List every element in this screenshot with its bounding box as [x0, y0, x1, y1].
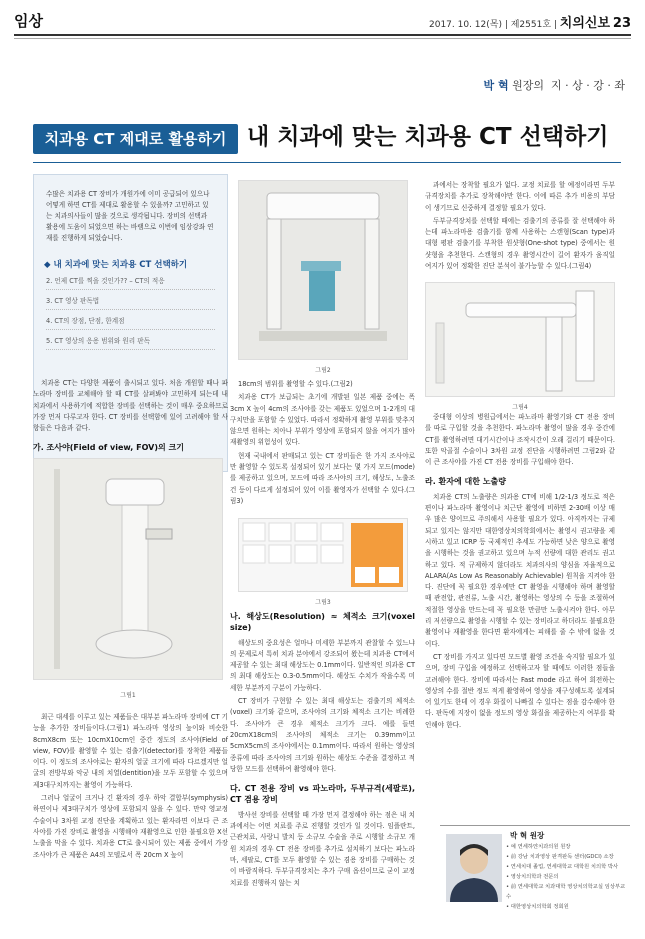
- paragraph: 최근 대세를 이루고 있는 제품들은 대부분 파노라마 장비에 CT 기능을 추가한 장비들이다.(그림1) 파노라마 영상의 높이와 비슷한 8cmX8cm 또는 10cmX10cm인 중간 정도의 조사야(Field of view, FOV)를 촬영할 수 있는 검출기(detector)를 장착한 제품들이다. 이 정도의 조사야로는 환자의 얼굴 크기에 따라 다르겠지만 얼굴의 전방부와 악궁 내의 치열(dentition)을 모두 포함할 수 있으며 제3대구치까지는 촬영이 가능하다.: [33, 713, 228, 789]
- paragraph: 방사선 장비를 선택할 때 가장 먼저 결정해야 하는 점은 내 치과에서는 어떤 치료를 주로 진행할 것인가 일 것이다. 임플란트, 근관치료, 사랑니 발치 등 소규모 수술을 주로 시행할 소규모 개원 치과의 경우 CT 전용 장비를 추가로 설치하기 보다는 파노라마, 세팔로, CT를 모두 촬영할 수 있는 겸용 장비를 구매하는 것이 바람직하다. 두부규격장치는 추가 구매 옵션이므로 굳이 교정 치료를 진행하지 않는 치: [230, 810, 415, 887]
- ct-mode-ui-image: [239, 519, 407, 591]
- figure-4-caption: 그림4: [512, 404, 528, 411]
- toc-item: 4. CT의 장점, 단점, 한계점: [46, 314, 215, 330]
- section-title: 임상: [14, 12, 43, 30]
- paragraph: CT 장비를 가지고 있다면 모드별 촬영 조건을 숙지할 필요가 있으며, 장비 구입을 예정하고 선택하고자 할 때에도 이러한 점들을 고려해야 한다. 장비에 따라서는 Fast mode 라고 하여 회전하는 영상의 수를 절반 정도 적게 촬영하여 영상을 재구성해도록 설계되어 있기도 한데 이 경우 화질이 나빠질 수 있다는 점을 감수해야 한다. 판독에 지장이 없을 정도의 영상 화질을 제공하는지 여부를 확인해야 한다.: [425, 652, 615, 729]
- paragraph: CT 장비가 구현할 수 있는 최대 해상도는 검출기의 체적소(voxel) 크기와 같으며, 조사야의 크기와 체적소 크기는 비례한다. 조사야가 큰 경우 체적소 크기가 크다. 예를 들면 20cmX18cm의 조사야의 체적소 크기는 0.39mm이고 5cmX5cm의 조사야에서는 0.1mm이다. 따라서 원하는 영상의 종류에 따라 조사야의 크기와 원하는 해상도 수준을 결정하고 적당한 모드를 선택하여 촬영해야 한다.: [230, 697, 415, 773]
- paragraph: 치과용 CT는 다양한 제품이 출시되고 있다. 처음 개원할 때나 파노라마 장비를 교체해야 할 때 CT를 살펴봐야 고민하게 되는데 내 치과에서 사용하기에 적합한 장비를 선택하는 것이 매우 중요하므로 가장 먼저 다루고자 한다. CT 장비를 선택함에 있어 고려해야 할 사항들은 다음과 같다.: [33, 379, 228, 433]
- toc-item: 3. CT 영상 판독법: [46, 294, 215, 310]
- figure-1-photo: [33, 458, 223, 680]
- header-rule-thin: [14, 38, 631, 39]
- toc-item: 5. CT 영상의 응용 범위와 원리 판독: [46, 334, 215, 350]
- toc-title: ◆ 내 치과에 맞는 치과용 CT 선택하기: [44, 260, 188, 270]
- series-name: 지 · 상 · 강 · 좌: [551, 79, 625, 92]
- author-profile: [440, 825, 630, 926]
- author-photo: [446, 834, 502, 902]
- column-2-bottom: [230, 607, 415, 891]
- ct-device-image: [34, 459, 222, 679]
- subheading-device-type: 다. CT 전용 장비 vs 파노라마, 두부규격(세팔로), CT 겸용 장비: [230, 784, 415, 805]
- toc-item: 2. 언제 CT를 찍을 것인가?? – CT의 적응: [46, 274, 215, 290]
- profile-item: • 前 강남 치과영상 판격판독 센터(GDCI) 소장: [506, 854, 614, 860]
- profile-item: • 예 연세하얀치과의원 원장: [506, 844, 571, 850]
- profile-item: • 연세치대 졸업, 연세대학교 대학원 치의학 박사: [506, 864, 619, 870]
- subheading-resolution: 나. 해상도(Resolution) ≈ 체적소 크기(voxel size): [230, 612, 415, 633]
- header-rule: [14, 34, 631, 36]
- column-1-top: [33, 378, 228, 458]
- page-number: 23: [612, 16, 631, 31]
- paragraph: 치과용 CT의 노출량은 의과용 CT에 비해 1/2-1/3 정도로 적은 편이나 파노라마 촬영이나 치근단 촬영에 비하면 2-30배 이상 매우 많은 양이므로 주의해서 사용할 필요가 있다. 아직까지는 규제되고 있지는 않지만 대한영상치의학회에서는 촬영시 권고량을 제시하고 있고 ICRP 등 국제적인 추세도 가능하면 낮은 양으로 촬영을 시행하는 것을 권고하고 있으며 누적 선량에 대한 관리도 권고하고 있다. 적 규제하지 않더라도 치과의사의 양심을 자율적으로 ALARA(As Low As Reasonably Achievable) 원칙을 지켜야 한다. 진단에 꼭 필요한 경우에만 CT 촬영을 시행해야 하며 촬영할 때 관전압, 관전류, 노출 시간, 촬영하는 영상의 수 등을 조절하여 적절한 영상을 만드는데 꼭 필요한 만큼만 노출시켜야 한다. 아무리 저선량으로 촬영을 시행할 수 있는 장비라고 하더라도 불필요한 촬영이나 재촬영을 한다면 환자에게는 피해를 줄 수 밖에 없을 것이다.: [425, 492, 615, 648]
- paper-name: 치의신보: [559, 16, 611, 31]
- ct-device-image: [239, 181, 407, 359]
- paragraph: 두부규격장치를 선택할 때에는 검출기의 종류를 잘 선택해야 하는데 파노라마용 검출기를 함께 사용하는 스캔형(Scan type)과 대형 평판 검출기를 부착한 원샷형(One-shot type) 중에서는 원샷형을 추천한다. 스캔형의 경우 촬영시간이 길어 환자가 움직일 여지가 있어 정확한 진단 분석이 불가능할 수 있다.(그림4): [425, 216, 615, 271]
- issue-date: 2017. 10. 12(목): [429, 20, 502, 30]
- figure-4-photo: [425, 282, 615, 397]
- profile-name: 박 혁 원장: [510, 831, 545, 840]
- paragraph: 해상도의 중요성은 얼마나 미세한 부분까지 관찰할 수 있느냐의 문제로서 특히 치과 분야에서 강조되어 왔는데 치과용 CT에서 제공할 수 있는 최대 해상도는 0.1mm이다. 일반적인 의과용 CT의 최대 해상도는 0.3-0.5mm이다. 해상도 수치가 작을수록 미세한 부분까지 구분이 가능하다.: [230, 638, 415, 692]
- column-2-top: [230, 379, 415, 509]
- figure-3-caption: 그림3: [315, 599, 331, 606]
- article-headline: 내 치과에 맞는 치과용 CT 선택하기: [247, 124, 609, 150]
- paragraph: 중대형 이상의 병원급에서는 파노라마 촬영기와 CT 전용 장비를 따로 구입할 것을 추천한다. 파노라마 촬영이 많을 경우 중간에 CT를 촬영하려면 대기시간이나 조작시간이 오래 걸리기 때문이다. 또한 악골절 수술이나 3차원 교정 진단을 시행하려면 그림2와 같이 큰 조사야를 가진 CT 전용 장비를 구입해야 한다.: [425, 413, 615, 467]
- issue-number: 제2551호: [510, 20, 552, 30]
- figure-3-panel: [238, 518, 408, 592]
- paragraph: 18cm의 범위를 촬영할 수 있다.(그림2): [238, 380, 353, 388]
- figure-2-photo: [238, 180, 408, 360]
- figure-1-caption: 그림1: [120, 692, 136, 699]
- avatar: [446, 834, 502, 902]
- headline-rule: [33, 162, 621, 163]
- cephalometric-device-image: [426, 283, 614, 396]
- subheading-fov: 가. 조사야(Field of view, FOV)의 크기: [33, 443, 184, 453]
- column-3-top: [425, 180, 615, 274]
- profile-item: • 대한영상치의학회 정회원: [506, 904, 569, 910]
- profile-list: [506, 842, 630, 912]
- paragraph: 치과용 CT가 보급되는 초기에 개발된 일본 제품 중에는 폭 3cm X 높이 4cm의 조사야를 갖는 제품도 있었으며 1-2개의 대구치만을 포함할 수 있었다. 따라서 정확하게 촬영 부위를 맞추지 않으면 원하는 치아나 부위가 영상에 포함되지 않을 여지가 많아 재촬영의 위험성이 있다.: [230, 393, 415, 447]
- intro-text: 수많은 치과용 CT 장비가 개원가에 이미 공급되어 있으나 어떻게 하면 CT를 제대로 활용할 수 있을까? 고민하고 있는 치과의사들이 많을 것으로 생각됩니다. 장비의 선택과 활용에 도움이 되었으면 하는 바램으로 이번에 임상강좌 연재를 진행하게 되었습니다.: [46, 190, 214, 242]
- column-3-bottom: [425, 412, 615, 733]
- issue-info: 2017. 10. 12(목) | 제2551호 | 치의신보 23: [429, 16, 631, 31]
- column-1-bottom: [33, 712, 228, 863]
- author-name: 박 혁: [483, 79, 509, 92]
- series-banner: 치과용 CT 제대로 활용하기: [33, 124, 238, 154]
- figure-2-caption: 그림2: [315, 367, 331, 374]
- lecture-series: [484, 77, 625, 93]
- paragraph: 그러나 얼굴이 크거나 긴 환자의 경우 하악 결합부(symphysis) 하연이나 제3대구치가 영상에 포함되지 않을 수 있다. 만약 영교정 수술이나 3차원 교정 진단을 계획하고 있는 환자라면 이보다 큰 조사야를 가진 장비로 촬영을 시행해야 재촬영으로 인한 불필요한 X선 노출을 막을 수 있다. 치과용 CT로 출시되어 있는 제품 중에서 가장 조사야가 큰 제품은 A4의 모델로서 폭 20cm X 높이: [33, 794, 228, 859]
- subheading-dose: 라. 환자에 대한 노출량: [425, 477, 506, 487]
- paragraph: 현재 국내에서 판매되고 있는 CT 장비들은 한 가지 조사야로만 촬영할 수 있도록 설정되어 있기 보다는 몇 가지 모드(mode)를 제공하고 있으며, 모드에 따라 조사야의 크기, 해상도, 노출조건 등이 다르게 설정되어 있어 이를 촬영자가 선택할 수 있다.(그림3): [230, 451, 415, 505]
- paragraph: 과에서는 장착할 필요가 없다. 교정 치료를 할 예정이라면 두부규격장치를 추가로 장착해야만 한다. 이에 따른 추가 비용의 부담이 생기므로 신중하게 결정할 필요가 있다.: [425, 181, 615, 212]
- profile-item: • 영상치의학과 전문의: [506, 874, 559, 880]
- author-suffix: 원장의: [512, 79, 545, 92]
- profile-item: • 前 연세대학교 치과대학 영상치의학교실 임상부교수: [506, 884, 626, 900]
